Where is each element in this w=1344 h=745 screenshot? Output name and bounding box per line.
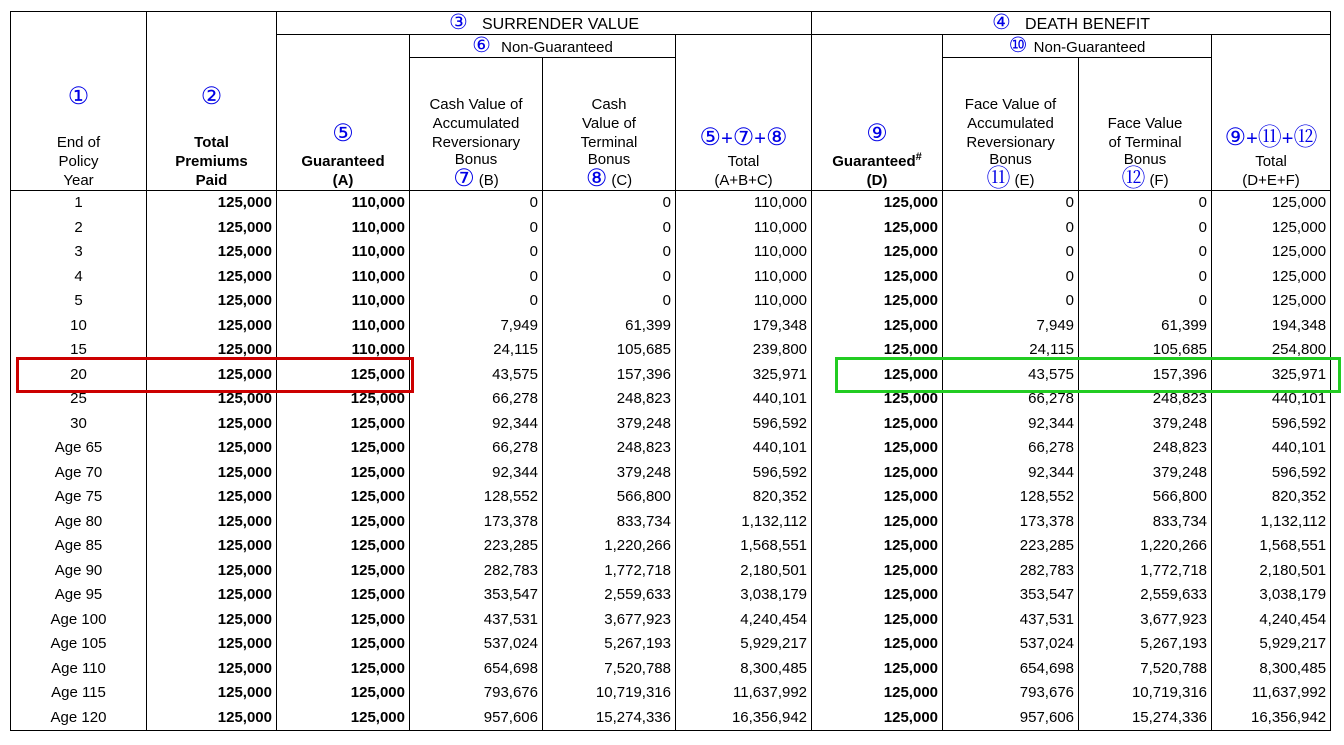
cell-t: 5,929,217 xyxy=(676,632,812,657)
cell-paid: 125,000 xyxy=(147,485,277,510)
illustration-table-wrapper xyxy=(10,11,1331,731)
cell-g: 125,000 xyxy=(277,608,410,633)
benefit-illustration-table xyxy=(10,11,1331,731)
cell-d: 125,000 xyxy=(812,363,943,388)
cell-c: 0 xyxy=(543,191,676,216)
cell-e: 654,698 xyxy=(943,657,1079,682)
db-guaranteed-label: Guaranteed# xyxy=(832,151,922,170)
cell-d: 125,000 xyxy=(812,485,943,510)
cell-c: 61,399 xyxy=(543,314,676,339)
cell-g: 110,000 xyxy=(277,265,410,290)
cell-year: 4 xyxy=(11,265,147,290)
cell-c: 0 xyxy=(543,265,676,290)
cell-paid: 125,000 xyxy=(147,436,277,461)
cell-paid: 125,000 xyxy=(147,412,277,437)
cell-b: 223,285 xyxy=(410,534,543,559)
cell-e: 223,285 xyxy=(943,534,1079,559)
cell-paid: 125,000 xyxy=(147,608,277,633)
cell-c: 248,823 xyxy=(543,387,676,412)
table-row xyxy=(11,191,1331,216)
cell-g: 125,000 xyxy=(277,534,410,559)
table-row xyxy=(11,632,1331,657)
cell-dt: 11,637,992 xyxy=(1212,681,1331,706)
cell-dt: 125,000 xyxy=(1212,265,1331,290)
cell-f: 379,248 xyxy=(1079,461,1212,486)
cell-c: 15,274,336 xyxy=(543,706,676,731)
cell-f: 1,220,266 xyxy=(1079,534,1212,559)
cell-paid: 125,000 xyxy=(147,559,277,584)
cell-b: 0 xyxy=(410,289,543,314)
cell-dt: 325,971 xyxy=(1212,363,1331,388)
cell-g: 110,000 xyxy=(277,314,410,339)
table-row xyxy=(11,583,1331,608)
header-e: Face Value of Accumulated Reversionary Bonus ⑪ (E) xyxy=(943,58,1079,191)
cell-g: 125,000 xyxy=(277,583,410,608)
cell-b: 0 xyxy=(410,191,543,216)
cell-paid: 125,000 xyxy=(147,461,277,486)
cell-year: Age 80 xyxy=(11,510,147,535)
cell-b: 654,698 xyxy=(410,657,543,682)
db-total-header xyxy=(1212,35,1331,191)
cell-g: 125,000 xyxy=(277,510,410,535)
cell-year: Age 90 xyxy=(11,559,147,584)
cell-b: 437,531 xyxy=(410,608,543,633)
sv-total-label: Total xyxy=(727,153,760,170)
cell-year: Age 120 xyxy=(11,706,147,731)
cell-year: 15 xyxy=(11,338,147,363)
cell-t: 16,356,942 xyxy=(676,706,812,731)
marker-7: ⑦ xyxy=(453,165,475,191)
db-guaranteed-code: (D) xyxy=(866,172,888,189)
cell-dt: 125,000 xyxy=(1212,289,1331,314)
cell-dt: 1,132,112 xyxy=(1212,510,1331,535)
cell-b: 128,552 xyxy=(410,485,543,510)
cell-c: 0 xyxy=(543,289,676,314)
cell-e: 0 xyxy=(943,289,1079,314)
sv-non-guaranteed-header xyxy=(410,35,676,58)
cell-dt: 125,000 xyxy=(1212,216,1331,241)
table-body xyxy=(11,191,1331,731)
db-formula: ⑨+⑪+⑫ xyxy=(1224,124,1318,151)
cell-paid: 125,000 xyxy=(147,681,277,706)
cell-e: 0 xyxy=(943,265,1079,290)
cell-d: 125,000 xyxy=(812,436,943,461)
cell-d: 125,000 xyxy=(812,265,943,290)
cell-year: Age 110 xyxy=(11,657,147,682)
db-non-guaranteed-label: Non-Guaranteed xyxy=(1033,39,1146,56)
cell-year: 20 xyxy=(11,363,147,388)
cell-c: 105,685 xyxy=(543,338,676,363)
cell-t: 4,240,454 xyxy=(676,608,812,633)
table-row xyxy=(11,289,1331,314)
cell-dt: 125,000 xyxy=(1212,240,1331,265)
cell-c: 1,772,718 xyxy=(543,559,676,584)
cell-d: 125,000 xyxy=(812,657,943,682)
table-row xyxy=(11,314,1331,339)
cell-t: 325,971 xyxy=(676,363,812,388)
cell-year: Age 85 xyxy=(11,534,147,559)
table-row xyxy=(11,338,1331,363)
cell-c: 1,220,266 xyxy=(543,534,676,559)
cell-paid: 125,000 xyxy=(147,191,277,216)
marker-3: ③ xyxy=(448,11,468,34)
db-total-code: (D+E+F) xyxy=(1242,172,1300,189)
cell-b: 24,115 xyxy=(410,338,543,363)
cell-e: 24,115 xyxy=(943,338,1079,363)
premiums-header xyxy=(147,12,277,191)
cell-paid: 125,000 xyxy=(147,387,277,412)
cell-g: 110,000 xyxy=(277,289,410,314)
cell-year: 30 xyxy=(11,412,147,437)
cell-b: 0 xyxy=(410,216,543,241)
table-row xyxy=(11,559,1331,584)
cell-year: Age 75 xyxy=(11,485,147,510)
cell-d: 125,000 xyxy=(812,559,943,584)
cell-f: 5,267,193 xyxy=(1079,632,1212,657)
cell-paid: 125,000 xyxy=(147,338,277,363)
cell-f: 248,823 xyxy=(1079,387,1212,412)
cell-d: 125,000 xyxy=(812,608,943,633)
cell-d: 125,000 xyxy=(812,461,943,486)
cell-g: 125,000 xyxy=(277,706,410,731)
cell-year: 5 xyxy=(11,289,147,314)
cell-t: 11,637,992 xyxy=(676,681,812,706)
cell-b: 353,547 xyxy=(410,583,543,608)
cell-f: 10,719,316 xyxy=(1079,681,1212,706)
cell-c: 7,520,788 xyxy=(543,657,676,682)
cell-f: 61,399 xyxy=(1079,314,1212,339)
cell-dt: 440,101 xyxy=(1212,436,1331,461)
cell-e: 537,024 xyxy=(943,632,1079,657)
cell-dt: 596,592 xyxy=(1212,412,1331,437)
cell-e: 173,378 xyxy=(943,510,1079,535)
death-benefit-header xyxy=(812,12,1331,35)
year-header-line1: End of xyxy=(56,134,101,151)
cell-c: 2,559,633 xyxy=(543,583,676,608)
cell-b: 92,344 xyxy=(410,412,543,437)
cell-e: 92,344 xyxy=(943,412,1079,437)
db-guaranteed-header xyxy=(812,35,943,191)
table-row xyxy=(11,387,1331,412)
cell-f: 1,772,718 xyxy=(1079,559,1212,584)
cell-dt: 125,000 xyxy=(1212,191,1331,216)
cell-t: 110,000 xyxy=(676,191,812,216)
cell-f: 566,800 xyxy=(1079,485,1212,510)
cell-c: 379,248 xyxy=(543,412,676,437)
sv-total-code: (A+B+C) xyxy=(714,172,773,189)
cell-d: 125,000 xyxy=(812,338,943,363)
cell-e: 43,575 xyxy=(943,363,1079,388)
cell-t: 110,000 xyxy=(676,216,812,241)
cell-paid: 125,000 xyxy=(147,534,277,559)
cell-f: 248,823 xyxy=(1079,436,1212,461)
cell-e: 793,676 xyxy=(943,681,1079,706)
cell-dt: 440,101 xyxy=(1212,387,1331,412)
table-row xyxy=(11,461,1331,486)
cell-dt: 8,300,485 xyxy=(1212,657,1331,682)
cell-c: 10,719,316 xyxy=(543,681,676,706)
cell-d: 125,000 xyxy=(812,412,943,437)
table-row xyxy=(11,657,1331,682)
cell-d: 125,000 xyxy=(812,583,943,608)
cell-c: 379,248 xyxy=(543,461,676,486)
cell-b: 0 xyxy=(410,265,543,290)
cell-f: 833,734 xyxy=(1079,510,1212,535)
cell-paid: 125,000 xyxy=(147,583,277,608)
cell-e: 0 xyxy=(943,240,1079,265)
cell-g: 125,000 xyxy=(277,363,410,388)
cell-f: 0 xyxy=(1079,289,1212,314)
db-non-guaranteed-header xyxy=(943,35,1212,58)
cell-t: 110,000 xyxy=(676,265,812,290)
cell-g: 110,000 xyxy=(277,338,410,363)
cell-f: 0 xyxy=(1079,240,1212,265)
table-row xyxy=(11,216,1331,241)
year-header-line2: Policy xyxy=(58,153,99,170)
cell-dt: 194,348 xyxy=(1212,314,1331,339)
cell-f: 15,274,336 xyxy=(1079,706,1212,731)
cell-g: 125,000 xyxy=(277,485,410,510)
cell-year: 1 xyxy=(11,191,147,216)
cell-year: 2 xyxy=(11,216,147,241)
table-row xyxy=(11,706,1331,731)
cell-f: 157,396 xyxy=(1079,363,1212,388)
cell-c: 833,734 xyxy=(543,510,676,535)
cell-f: 0 xyxy=(1079,191,1212,216)
cell-e: 353,547 xyxy=(943,583,1079,608)
cell-paid: 125,000 xyxy=(147,216,277,241)
cell-t: 110,000 xyxy=(676,289,812,314)
cell-year: Age 105 xyxy=(11,632,147,657)
surrender-value-title: SURRENDER VALUE xyxy=(481,16,640,33)
cell-b: 537,024 xyxy=(410,632,543,657)
cell-d: 125,000 xyxy=(812,706,943,731)
marker-8: ⑧ xyxy=(585,165,608,191)
cell-year: Age 65 xyxy=(11,436,147,461)
marker-9: ⑨ xyxy=(866,120,888,147)
cell-g: 125,000 xyxy=(277,559,410,584)
cell-d: 125,000 xyxy=(812,534,943,559)
cell-t: 596,592 xyxy=(676,412,812,437)
header-f: Face Value of Terminal Bonus ⑫ (F) xyxy=(1079,58,1212,191)
table-row xyxy=(11,608,1331,633)
marker-5: ⑤ xyxy=(332,120,354,147)
table-row xyxy=(11,485,1331,510)
cell-f: 2,559,633 xyxy=(1079,583,1212,608)
cell-e: 66,278 xyxy=(943,436,1079,461)
cell-b: 282,783 xyxy=(410,559,543,584)
cell-g: 110,000 xyxy=(277,191,410,216)
cell-dt: 2,180,501 xyxy=(1212,559,1331,584)
table-row xyxy=(11,240,1331,265)
cell-year: 3 xyxy=(11,240,147,265)
cell-t: 440,101 xyxy=(676,387,812,412)
cell-c: 566,800 xyxy=(543,485,676,510)
cell-dt: 5,929,217 xyxy=(1212,632,1331,657)
cell-d: 125,000 xyxy=(812,314,943,339)
cell-dt: 254,800 xyxy=(1212,338,1331,363)
cell-c: 157,396 xyxy=(543,363,676,388)
header-c: Cash Value of Terminal Bonus ⑧ (C) xyxy=(543,58,676,191)
cell-e: 7,949 xyxy=(943,314,1079,339)
cell-dt: 596,592 xyxy=(1212,461,1331,486)
table-row xyxy=(11,412,1331,437)
marker-6: ⑥ xyxy=(472,34,491,57)
cell-t: 8,300,485 xyxy=(676,657,812,682)
cell-g: 110,000 xyxy=(277,216,410,241)
marker-1: ① xyxy=(67,83,90,110)
cell-b: 793,676 xyxy=(410,681,543,706)
sv-formula: ⑤+⑦+⑧ xyxy=(699,124,788,151)
cell-f: 0 xyxy=(1079,265,1212,290)
table-row xyxy=(11,534,1331,559)
cell-t: 1,132,112 xyxy=(676,510,812,535)
cell-f: 0 xyxy=(1079,216,1212,241)
cell-e: 0 xyxy=(943,216,1079,241)
cell-t: 1,568,551 xyxy=(676,534,812,559)
cell-dt: 16,356,942 xyxy=(1212,706,1331,731)
cell-dt: 4,240,454 xyxy=(1212,608,1331,633)
cell-c: 0 xyxy=(543,240,676,265)
cell-g: 125,000 xyxy=(277,632,410,657)
cell-paid: 125,000 xyxy=(147,363,277,388)
cell-g: 110,000 xyxy=(277,240,410,265)
cell-year: Age 70 xyxy=(11,461,147,486)
sv-guaranteed-header xyxy=(277,35,410,191)
cell-b: 66,278 xyxy=(410,387,543,412)
cell-e: 92,344 xyxy=(943,461,1079,486)
cell-paid: 125,000 xyxy=(147,706,277,731)
premiums-header-line3: Paid xyxy=(195,172,228,189)
cell-g: 125,000 xyxy=(277,461,410,486)
cell-e: 437,531 xyxy=(943,608,1079,633)
cell-d: 125,000 xyxy=(812,632,943,657)
cell-c: 248,823 xyxy=(543,436,676,461)
sv-total-header xyxy=(676,35,812,191)
cell-g: 125,000 xyxy=(277,412,410,437)
cell-g: 125,000 xyxy=(277,387,410,412)
cell-year: Age 100 xyxy=(11,608,147,633)
cell-b: 43,575 xyxy=(410,363,543,388)
marker-12: ⑫ xyxy=(1121,165,1146,191)
cell-paid: 125,000 xyxy=(147,289,277,314)
cell-b: 7,949 xyxy=(410,314,543,339)
cell-b: 173,378 xyxy=(410,510,543,535)
table-row xyxy=(11,510,1331,535)
cell-dt: 1,568,551 xyxy=(1212,534,1331,559)
cell-paid: 125,000 xyxy=(147,510,277,535)
marker-4: ④ xyxy=(992,11,1011,34)
table-row xyxy=(11,436,1331,461)
header-b: Cash Value of Accumulated Reversionary Bonus ⑦ (B) xyxy=(410,58,543,191)
table-row xyxy=(11,681,1331,706)
db-total-label: Total xyxy=(1255,153,1287,170)
cell-t: 596,592 xyxy=(676,461,812,486)
cell-f: 105,685 xyxy=(1079,338,1212,363)
premiums-header-line2: Premiums xyxy=(175,153,248,170)
cell-t: 179,348 xyxy=(676,314,812,339)
sv-non-guaranteed-label: Non-Guaranteed xyxy=(501,39,613,56)
cell-e: 66,278 xyxy=(943,387,1079,412)
cell-t: 820,352 xyxy=(676,485,812,510)
cell-year: Age 115 xyxy=(11,681,147,706)
cell-b: 66,278 xyxy=(410,436,543,461)
cell-f: 7,520,788 xyxy=(1079,657,1212,682)
cell-t: 440,101 xyxy=(676,436,812,461)
cell-d: 125,000 xyxy=(812,387,943,412)
surrender-value-header xyxy=(277,12,812,35)
cell-dt: 820,352 xyxy=(1212,485,1331,510)
cell-c: 3,677,923 xyxy=(543,608,676,633)
cell-d: 125,000 xyxy=(812,191,943,216)
table-row xyxy=(11,363,1331,388)
cell-f: 379,248 xyxy=(1079,412,1212,437)
table-row xyxy=(11,265,1331,290)
cell-g: 125,000 xyxy=(277,681,410,706)
cell-paid: 125,000 xyxy=(147,240,277,265)
cell-b: 0 xyxy=(410,240,543,265)
cell-d: 125,000 xyxy=(812,289,943,314)
cell-b: 92,344 xyxy=(410,461,543,486)
marker-11: ⑪ xyxy=(986,165,1011,191)
death-benefit-title: DEATH BENEFIT xyxy=(1025,16,1151,33)
cell-t: 3,038,179 xyxy=(676,583,812,608)
cell-year: 10 xyxy=(11,314,147,339)
cell-c: 5,267,193 xyxy=(543,632,676,657)
cell-year: Age 95 xyxy=(11,583,147,608)
cell-g: 125,000 xyxy=(277,436,410,461)
sv-guaranteed-code: (A) xyxy=(332,172,354,189)
cell-g: 125,000 xyxy=(277,657,410,682)
cell-f: 3,677,923 xyxy=(1079,608,1212,633)
year-header xyxy=(11,12,147,191)
marker-2: ② xyxy=(200,83,223,110)
cell-b: 957,606 xyxy=(410,706,543,731)
cell-paid: 125,000 xyxy=(147,265,277,290)
marker-10: ⑩ xyxy=(1008,34,1028,57)
cell-c: 0 xyxy=(543,216,676,241)
cell-d: 125,000 xyxy=(812,240,943,265)
sv-guaranteed-label: Guaranteed xyxy=(301,153,385,170)
cell-dt: 3,038,179 xyxy=(1212,583,1331,608)
cell-year: 25 xyxy=(11,387,147,412)
cell-paid: 125,000 xyxy=(147,314,277,339)
cell-t: 110,000 xyxy=(676,240,812,265)
cell-paid: 125,000 xyxy=(147,657,277,682)
cell-e: 128,552 xyxy=(943,485,1079,510)
year-header-line3: Year xyxy=(63,172,94,189)
cell-e: 957,606 xyxy=(943,706,1079,731)
cell-paid: 125,000 xyxy=(147,632,277,657)
cell-d: 125,000 xyxy=(812,681,943,706)
cell-d: 125,000 xyxy=(812,510,943,535)
cell-d: 125,000 xyxy=(812,216,943,241)
cell-t: 2,180,501 xyxy=(676,559,812,584)
cell-t: 239,800 xyxy=(676,338,812,363)
cell-e: 282,783 xyxy=(943,559,1079,584)
cell-e: 0 xyxy=(943,191,1079,216)
premiums-header-line1: Total xyxy=(194,134,229,151)
